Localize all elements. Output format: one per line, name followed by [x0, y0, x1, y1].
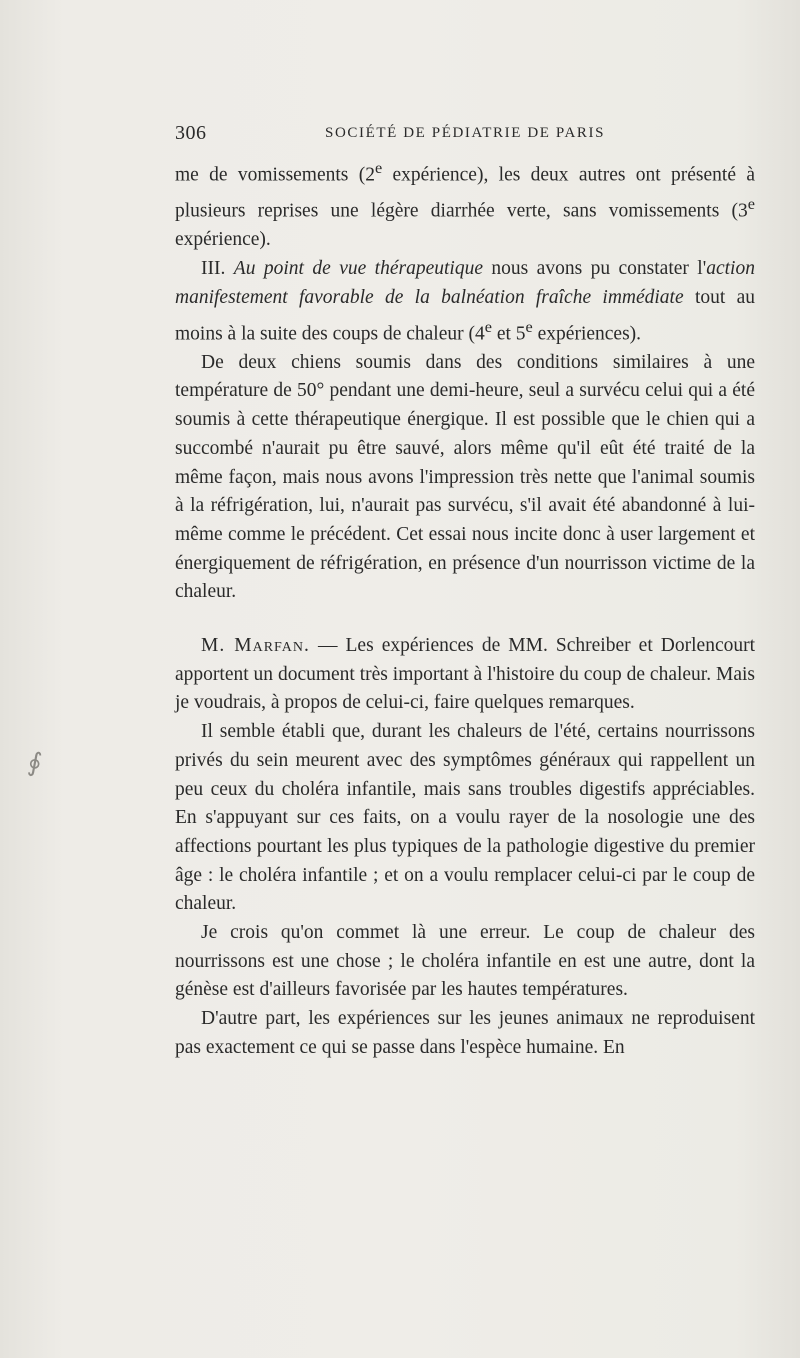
speaker-name: M. Marfan. [201, 635, 310, 657]
page-number: 306 [175, 122, 207, 144]
paragraph-continued: me de vomissements (2e expérience), les deux autres ont présenté à plusieurs reprises une légère diarrhée verte, sans vomissements (3e expérience). [175, 159, 755, 251]
paragraph-summer-heat: Il semble établi que, durant les chaleurs de l'été, certains nourrissons privés du sein meurent avec des symptômes généraux qui rappellent un peu ceux du choléra infantile, mais sans troubles digestifs appréciables. En s'appuyant sur ces faits, on a voulu rayer de la nosologie une des affections pourtant les plus typiques de la pathologie digestive du premier âge : le choléra infantile ; et on a voulu remplacer celui-ci par le coup de chaleur. [175, 721, 755, 915]
paragraph-marfan-intro: M. Marfan. — Les expériences de MM. Schreiber et Dorlencourt apportent un document très important à l'histoire du coup de chaleur. Mais je voudrais, à propos de celui-ci, faire quelques remarques. [175, 635, 756, 714]
paragraph-error: Je crois qu'on commet là une erreur. Le coup de chaleur des nourrissons est une chose ; le choléra infantile en est une autre, dont la génèse est d'ailleurs favorisée par les hautes températures. [175, 922, 755, 1001]
running-title: SOCIÉTÉ DE PÉDIATRIE DE PARIS [325, 125, 606, 141]
body-text [175, 154, 755, 1063]
paragraph-animal-experiments: D'autre part, les expériences sur les jeunes animaux ne reproduisent pas exactement ce qui se passe dans l'espèce humaine. En [175, 1008, 755, 1058]
paragraph-therapeutic: III. Au point de vue thérapeutique nous avons pu constater l'action manifestement favorable de la balnéation fraîche immédiate tout au moins à la suite des coups de chaleur (4e et 5e expériences). [175, 258, 755, 345]
paragraph-dogs-experiment: De deux chiens soumis dans des conditions similaires à une température de 50° pendant une demi-heure, seul a survécu celui qui a été soumis à cette thérapeutique énergique. Il est possible que le chien qui a succombé n'aurait pu être sauvé, alors même qu'il eût été traité de la même façon, mais nous avons l'impression très nette que l'animal soumis à la réfrigération, lui, n'aurait pas survécu, s'il avait été abandonné à lui-même comme le précédent. Cet essai nous incite donc à user largement et énergiquement de réfrigération, en présence d'un nourrisson victime de la chaleur. [175, 351, 755, 603]
page-header [175, 122, 755, 148]
margin-ink-mark: ∮ [26, 747, 44, 778]
